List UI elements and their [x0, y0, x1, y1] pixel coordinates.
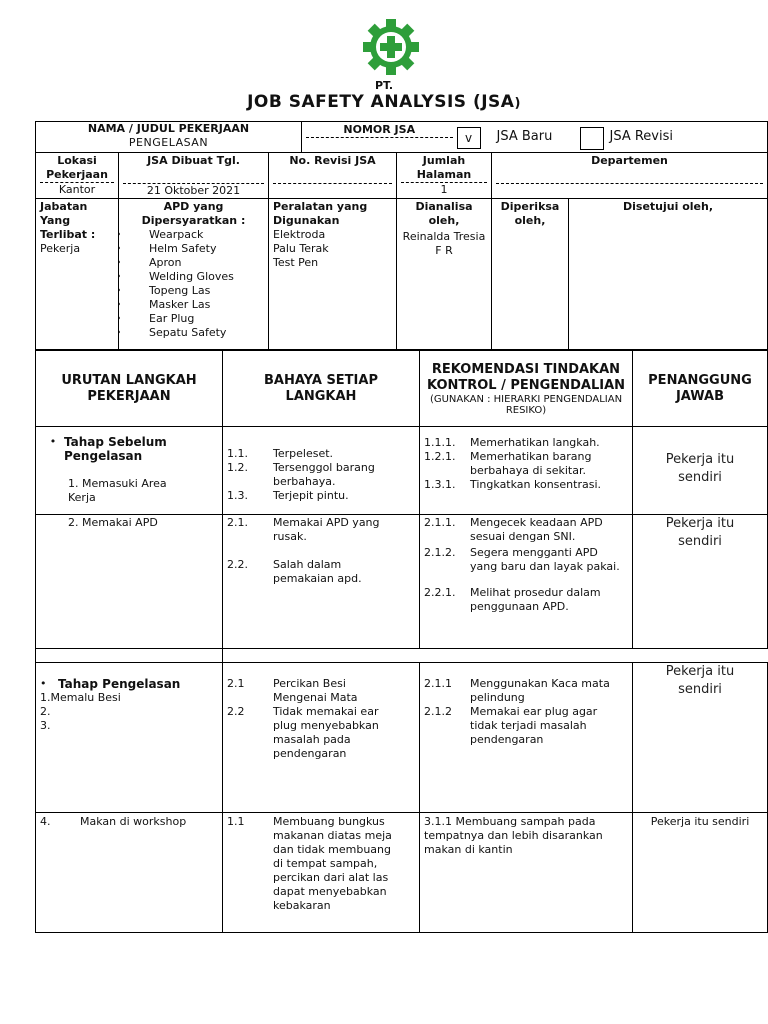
lokasi-label: Lokasi Pekerjaan — [40, 153, 114, 183]
jsa-detail-table — [35, 152, 768, 350]
apd-cell — [119, 199, 269, 350]
block3-penanggung: Pekerja itu sendiri — [633, 663, 768, 813]
step-makan: Makan di workshop — [80, 815, 187, 828]
jsa-revisi-checkbox[interactable] — [580, 127, 604, 150]
lokasi-cell — [36, 153, 119, 199]
departemen-label: Departemen — [591, 154, 668, 167]
block2-controls — [420, 515, 633, 649]
list-item: 2.1. Memakai APD yang rusak. — [227, 516, 380, 543]
table-row: • Tahap Pengelasan 1.Memalu Besi 2. 3. 2.1 Percikan Besi Mengenai Mata 2.2 Tidak memakai ear plug menyebabkan masalah pada pendengaran 2.1.1 Menggunakan Kaca mata pelindung 2.1.2 Memakai ear plug agar tidak terjadi masalah pendengaran Pekerja itu sendiri — [36, 663, 768, 813]
list-item: 2.1 Percikan Besi Mengenai Mata — [227, 677, 358, 704]
jsa-steps-table — [35, 350, 768, 933]
jumlah-cell — [397, 153, 492, 199]
jsa-baru-checkbox[interactable]: v — [457, 127, 481, 149]
list-item: 2.1.2. Segera mengganti APD yang baru dan layak pakai. — [424, 546, 620, 573]
nomor-label: NOMOR JSA — [306, 123, 453, 138]
list-item: 1.1.1. Memerhatikan langkah. — [424, 435, 600, 449]
company-prefix: PT. — [374, 79, 394, 92]
stage-welding: Tahap Pengelasan — [58, 677, 181, 691]
list-item: 2.2. Salah dalam pemakaian apd. — [227, 558, 362, 585]
apd-item: • Masker Las — [127, 298, 264, 312]
apd-item: • Topeng Las — [127, 284, 264, 298]
apd-item: • Helm Safety — [127, 242, 264, 256]
block2-penanggung: Pekerja itu sendiri — [633, 515, 768, 649]
block2-hazards — [223, 515, 420, 649]
block1-penanggung: Pekerja itu sendiri — [633, 435, 768, 515]
jabatan-label: Jabatan Yang Terlibat : — [40, 200, 96, 241]
nama-label: NAMA / JUDUL PEKERJAAN — [87, 122, 250, 135]
dianalisa-cell — [397, 199, 492, 350]
step-4-number: 4. — [40, 815, 51, 828]
nama-value: PENGELASAN — [128, 136, 209, 149]
apd-item: • Wearpack — [127, 228, 264, 242]
apd-label: APD yang Dipersyaratkan : — [141, 200, 246, 227]
list-item: 1.1. Terpeleset. — [227, 446, 334, 460]
apd-item: • Sepatu Safety — [127, 326, 264, 340]
col-header-rekomendasi: REKOMENDASI TINDAKAN KONTROL / PENGENDALIAN (GUNAKAN : HIERARKI PENGENDALIAN RESIKO) — [420, 351, 633, 427]
dianalisa-label: Dianalisa oleh, — [415, 200, 473, 227]
list-item: 2.1.1 Menggunakan Kaca mata pelindung — [424, 677, 610, 704]
list-item: 2.1.1. Mengecek keadaan APD sesuai dengan SNI. — [424, 516, 603, 543]
jsa-revisi-label: JSA Revisi — [609, 129, 673, 144]
revisi-label: No. Revisi JSA — [289, 154, 376, 167]
list-item: 3. — [40, 719, 51, 732]
block4-hazard: Membuang bungkus makanan diatas meja dan tidak membuang di tempat sampah, percikan dari alat las dapat menyebabkan kebakaran — [273, 815, 392, 912]
jsa-baru-label: JSA Baru — [496, 129, 553, 144]
list-item: 1.Memalu Besi — [40, 691, 121, 704]
list-item: 2.2 Tidak memakai ear plug menyebabkan masalah pada pendengaran — [227, 705, 379, 760]
apd-item: • Welding Gloves — [127, 270, 264, 284]
nama-cell — [36, 122, 302, 153]
jumlah-value: 1 — [440, 183, 448, 196]
col-header-bahaya: BAHAYA SETIAP LANGKAH — [223, 351, 420, 427]
page-title: JOB SAFETY ANALYSIS (JSA) — [247, 92, 521, 112]
list-item: 2.1.2 Memakai ear plug agar tidak terjadi masalah pendengaran — [424, 705, 598, 746]
nomor-cell — [302, 122, 457, 153]
apd-item: • Apron — [127, 256, 264, 270]
block1-hazards — [223, 435, 420, 515]
dianalisa-value: Reinalda Tresia F R — [402, 230, 486, 257]
stage-before-welding: Tahap Sebelum Pengelasan — [64, 434, 167, 463]
block3-hazards — [223, 663, 420, 813]
table-row: • Tahap Sebelum Pengelasan 1. Memasuki Area Kerja 1.1. Terpeleset. 1.2. Tersenggol barang berbahaya. 1.3. Terjepit pintu. 1.1.1. Memerhatikan langkah. 1.2.1. Memerhatikan barang berbahaya di sekitar. 1.3.1. Tingkatkan konsentrasi. Pekerja itu sendiri — [36, 435, 768, 515]
list-item: 1.2.1. Memerhatikan barang berbahaya di sekitar. — [424, 449, 592, 477]
col-header-urutan: URUTAN LANGKAH PEKERJAAN — [36, 351, 223, 427]
dibuat-label: JSA Dibuat Tgl. — [147, 154, 240, 167]
col-header-penanggung: PENANGGUNG JAWAB — [633, 351, 768, 427]
peralatan-item: Test Pen — [273, 256, 319, 269]
lokasi-value: Kantor — [58, 183, 96, 196]
table-row — [36, 515, 768, 649]
table-row: 4. Makan di workshop 1.1 Membuang bungkus makanan diatas meja dan tidak membuang di tempat sampah, percikan dari alat las dapat menyebabkan kebakaran 3.1.1 Membuang sampah pada tempatnya dan lebih disarankan makan di kantin Pekerja itu sendiri — [36, 813, 768, 933]
apd-list — [123, 228, 264, 340]
list-item: 1.3.1. Tingkatkan konsentrasi. — [424, 477, 602, 491]
dibuat-cell — [119, 153, 269, 199]
disetujui-label: Disetujui oleh, — [623, 200, 713, 213]
peralatan-list — [273, 228, 392, 270]
block3-controls — [420, 663, 633, 813]
peralatan-label: Peralatan yang Digunakan — [273, 200, 368, 227]
list-item: 1.2. Tersenggol barang berbahaya. — [227, 460, 375, 488]
list-item: 2. — [40, 705, 51, 718]
peralatan-item: Palu Terak — [273, 242, 329, 255]
jsa-info-table — [35, 121, 768, 153]
jumlah-label: Jumlah Halaman — [401, 153, 487, 183]
block4-control: 3.1.1 Membuang sampah pada tempatnya dan lebih disarankan makan di kantin — [424, 815, 603, 856]
dibuat-value: 21 Oktober 2021 — [146, 184, 241, 197]
block3-steps — [40, 691, 218, 733]
approval-cell — [492, 199, 768, 350]
revisi-cell — [269, 153, 397, 199]
list-item: 2.2.1. Melihat prosedur dalam penggunaan APD. — [424, 586, 601, 613]
list-item: 1.3. Terjepit pintu. — [227, 488, 349, 502]
peralatan-cell — [269, 199, 397, 350]
peralatan-item: Elektroda — [273, 228, 326, 241]
gear-cross-logo-icon — [362, 18, 420, 76]
apd-item: • Ear Plug — [127, 312, 264, 326]
departemen-cell — [492, 153, 768, 199]
jabatan-value: Pekerja — [40, 242, 81, 255]
step-memakai-apd: 2. Memakai APD — [68, 516, 158, 529]
jabatan-cell — [36, 199, 119, 350]
block4-penanggung: Pekerja itu sendiri — [633, 813, 768, 933]
diperiksa-label: Diperiksa oleh, — [492, 199, 569, 349]
block1-controls — [420, 435, 633, 515]
step-memasuki-area: 1. Memasuki Area Kerja — [68, 476, 167, 504]
jsa-type-cell — [457, 122, 768, 153]
